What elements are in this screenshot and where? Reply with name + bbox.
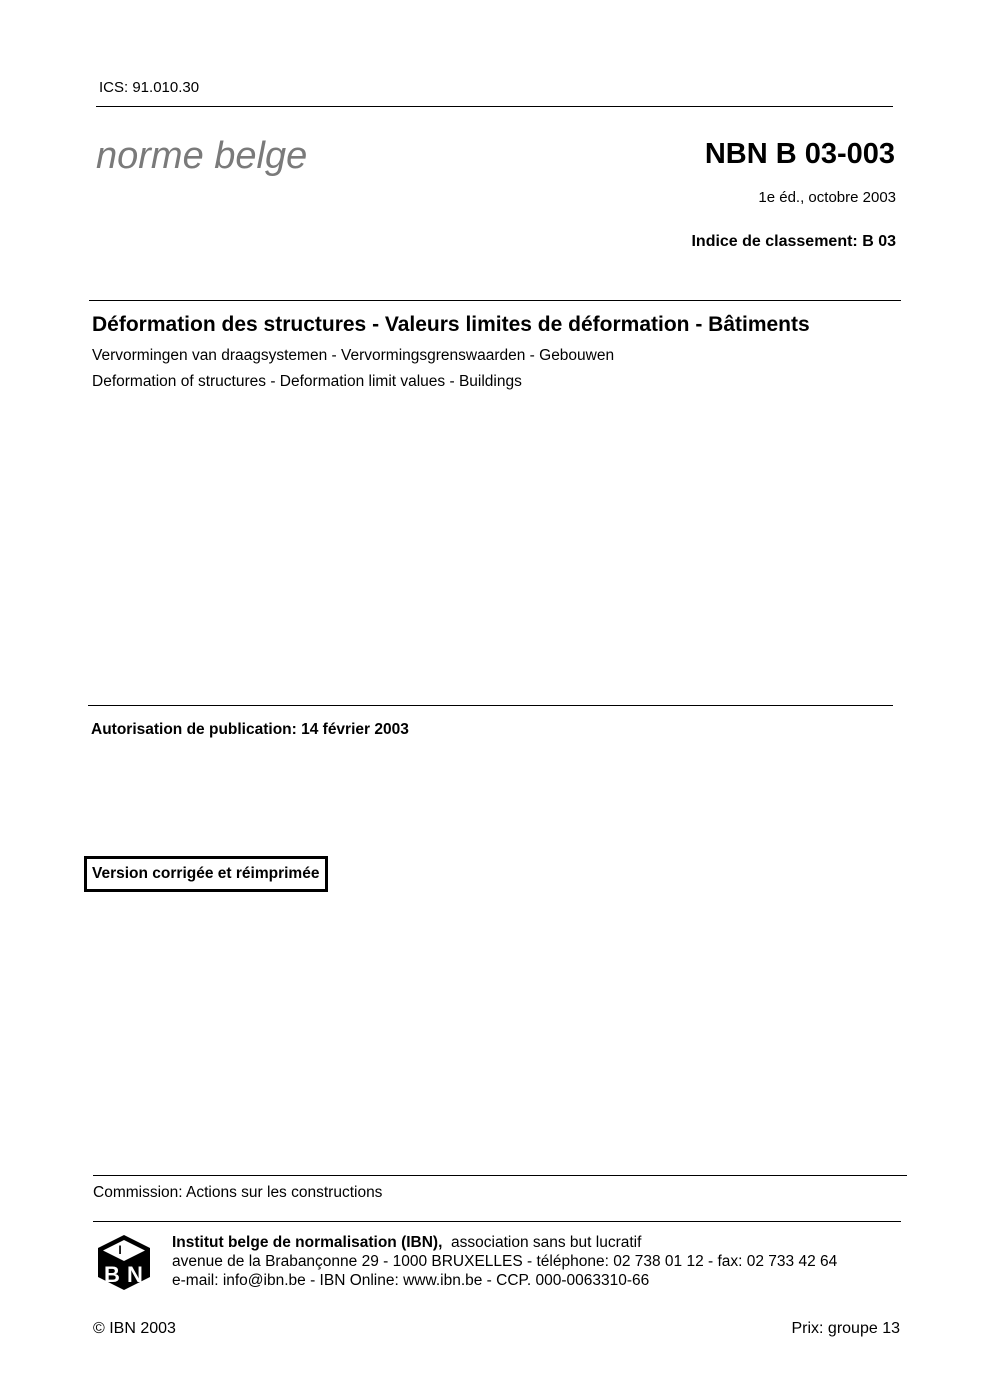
header-top-rule [96, 106, 893, 107]
commission-name: Commission: Actions sur les constructions [93, 1184, 383, 1201]
institute-contact: e-mail: info@ibn.be - IBN Online: www.ibn.be - CCP. 000-0063310-66 [172, 1272, 650, 1289]
institute-name-line [172, 1233, 837, 1252]
institute-rule [93, 1221, 901, 1222]
commission-rule [93, 1175, 907, 1176]
title-french: Déformation des structures - Valeurs limites de déformation - Bâtiments [92, 313, 810, 336]
version-note-box: Version corrigée et réimprimée [84, 856, 328, 892]
edition-date: 1e éd., octobre 2003 [758, 189, 896, 206]
ibn-logo-icon [96, 1233, 152, 1291]
publication-authorization: Autorisation de publication: 14 février 2003 [91, 721, 409, 738]
price-group: Prix: groupe 13 [791, 1320, 900, 1337]
svg-text:I: I [118, 1243, 122, 1257]
institute-info [172, 1233, 837, 1290]
authorization-rule [88, 705, 893, 706]
institute-status: association sans but lucratif [451, 1234, 642, 1251]
title-dutch: Vervormingen van draagsystemen - Vervormingsgrenswaarden - Gebouwen [92, 347, 615, 364]
svg-text:B: B [104, 1262, 120, 1287]
institute-name: Institut belge de normalisation (IBN), [172, 1234, 443, 1251]
standard-number: NBN B 03-003 [704, 138, 895, 170]
copyright: © IBN 2003 [93, 1320, 176, 1337]
classification-index: Indice de classement: B 03 [691, 233, 896, 250]
ics-code: ICS: 91.010.30 [99, 79, 200, 96]
title-english: Deformation of structures - Deformation limit values - Buildings [92, 373, 522, 390]
institute-address: avenue de la Brabançonne 29 - 1000 BRUXELLES - téléphone: 02 738 01 12 - fax: 02 733 42 64 [172, 1253, 838, 1270]
title-top-rule [89, 300, 901, 301]
brand-name: norme belge [96, 135, 308, 177]
svg-text:N: N [127, 1262, 143, 1287]
